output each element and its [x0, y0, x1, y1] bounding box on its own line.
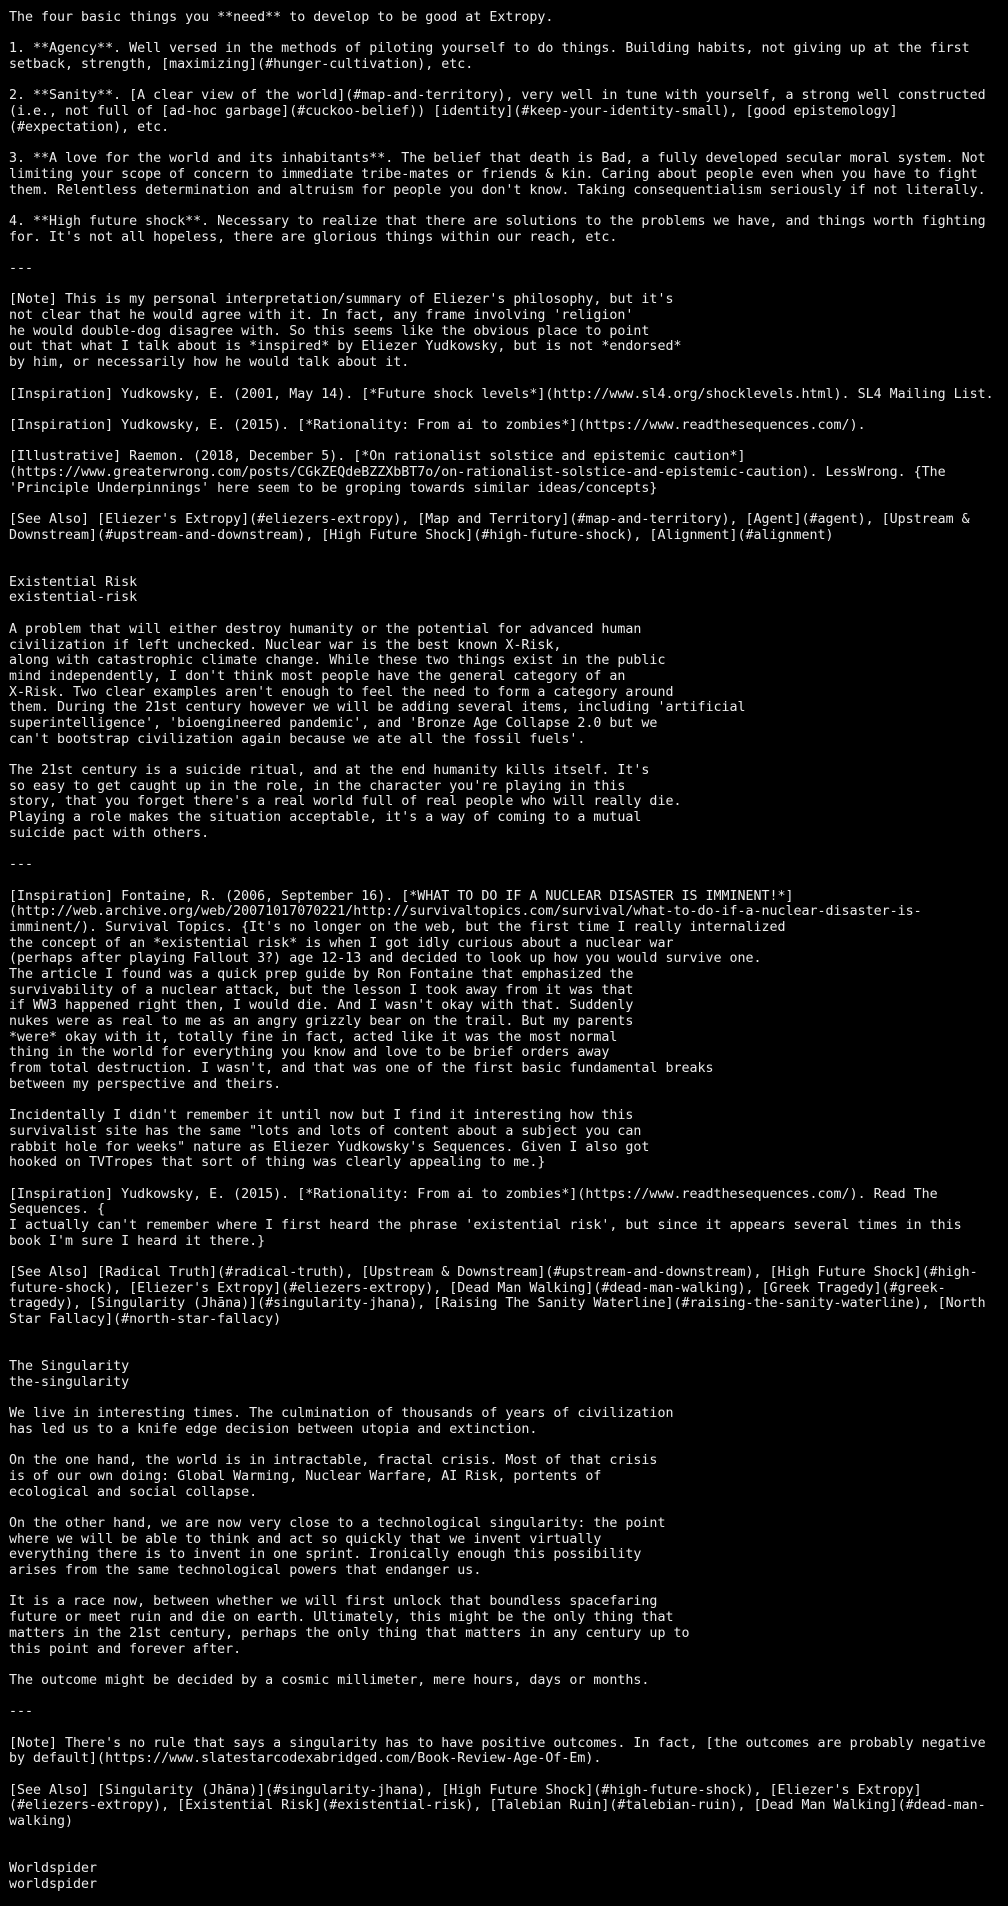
text-line: Star Fallacy](#north-star-fallacy) [9, 1312, 282, 1328]
text-line: It is a race now, between whether we will first unlock that boundless spacefaring [9, 1594, 658, 1610]
text-line: [See Also] [Eliezer's Extropy](#eliezers-extropy), [Map and Territory](#map-and-territory), [Agent](#agent), [Upstream & [9, 512, 970, 527]
text-line: (i.e., not full of [ad-hoc garbage](#cuckoo-belief)) [identity](#keep-your-identity-small), [good epistemology] [9, 104, 898, 120]
blank-line [9, 402, 999, 418]
text-line: so easy to get caught up in the role, in the character you're playing in this [9, 778, 626, 794]
text-line: thing in the world for everything you know and love to be brief orders away [9, 1045, 610, 1061]
text-line: Playing a role makes the situation acceptable, it's a way of coming to a mutual [9, 810, 642, 826]
text-line: this point and forever after. [9, 1641, 242, 1657]
text-line: Incidentally I didn't remember it until now but I find it interesting how this [9, 1108, 634, 1124]
text-line: (http://web.archive.org/web/20071017070221/http://survivaltopics.com/survival/what-to-do-if-a-nuclear-disaster-is- [9, 904, 922, 920]
text-line: nukes were as real to me as an angry grizzly bear on the trail. But my parents [9, 1014, 634, 1029]
text-line: has led us to a knife edge decision between utopia and extinction. [9, 1421, 538, 1437]
text-line: civilization if left unchecked. Nuclear war is the best known X-Risk, [9, 637, 562, 653]
text-line: for. It's not all hopeless, there are glorious things within our reach, etc. [9, 229, 618, 245]
blank-line [9, 198, 999, 214]
blank-line [9, 1171, 999, 1187]
blank-line [9, 1657, 999, 1673]
text-line: can't bootstrap civilization again because we ate all the fossil fuels'. [9, 731, 586, 747]
text-line: [Inspiration] Yudkowsky, E. (2001, May 14). [*Future shock levels*](http://www.sl4.org/shocklevels.html). SL4 Mailing List. [9, 386, 994, 402]
text-line: X-Risk. Two clear examples aren't enough to feel the need to form a category around [9, 684, 674, 700]
blank-line [9, 1830, 999, 1846]
blank-line [9, 73, 999, 89]
text-line: --- [9, 261, 34, 276]
text-line: We live in interesting times. The culmination of thousands of years of civilization [9, 1406, 674, 1422]
text-line: limiting your scope of concern to immediate tribe-mates or friends & kin. Caring about people even when you have to fight [9, 166, 978, 182]
text-line: walking) [9, 1814, 74, 1830]
text-line: rabbit hole for weeks" nature as Eliezer Yudkowsky's Sequences. Given I also got [9, 1139, 650, 1155]
blank-line [9, 1689, 999, 1705]
text-line: where we will be able to think and act so quickly that we invent virtually [9, 1531, 602, 1547]
text-line: 4. **High future shock**. Necessary to realize that there are solutions to the problems we have, and things worth fighting [9, 213, 986, 229]
blank-line [9, 26, 999, 42]
blank-line [9, 606, 999, 622]
text-line: the-singularity [9, 1374, 130, 1390]
text-line: ecological and social collapse. [9, 1484, 258, 1500]
blank-line [9, 1767, 999, 1783]
text-line: Worldspider [9, 1861, 98, 1877]
text-line: [Inspiration] Yudkowsky, E. (2015). [*Rationality: From ai to zombies*](https://www.readthesequences.com/). [9, 417, 866, 433]
blank-line [9, 1720, 999, 1736]
text-line: 3. **A love for the world and its inhabitants**. The belief that death is Bad, a fully developed secular moral system. Not [9, 151, 986, 167]
blank-line [9, 277, 999, 293]
text-line: tragedy), [Singularity (Jhāna)](#singularity-jhana), [Raising The Sanity Waterline](#raising-the-sanity-waterline), [North [9, 1296, 986, 1312]
text-line: Sequences. { [9, 1202, 106, 1218]
text-line: *were* okay with it, totally fine in fact, acted like it was the most normal [9, 1029, 618, 1045]
text-line: Existential Risk [9, 574, 138, 590]
blank-line [9, 1391, 999, 1407]
text-line: Downstream](#upstream-and-downstream), [High Future Shock](#high-future-shock), [Alignment](#alignment) [9, 527, 834, 543]
text-line: The Singularity [9, 1359, 130, 1375]
text-line: he would double-dog disagree with. So this seems like the obvious place to point [9, 323, 650, 339]
blank-line [9, 543, 999, 559]
blank-line [9, 1328, 999, 1344]
text-line: out that what I talk about is *inspired* by Eliezer Yudkowsky, but is not *endorsed* [9, 339, 682, 355]
blank-line [9, 841, 999, 857]
text-line: The outcome might be decided by a cosmic millimeter, mere hours, days or months. [9, 1672, 650, 1688]
blank-line [9, 434, 999, 450]
text-line: suicide pact with others. [9, 825, 210, 841]
text-line: survivability of a nuclear attack, but the lesson I took away from it was that [9, 982, 634, 998]
text-line: (https://www.greaterwrong.com/posts/CGkZEQdeBZZXbBT7o/on-rationalist-solstice-and-epistemic-caution). LessWrong. {The [9, 464, 946, 480]
text-line: The 21st century is a suicide ritual, and at the end humanity kills itself. It's [9, 763, 650, 778]
blank-line [9, 371, 999, 387]
text-line: The article I found was a quick prep guide by Ron Fontaine that emphasized the [9, 966, 634, 982]
text-line: from total destruction. I wasn't, and that was one of the first basic fundamental breaks [9, 1061, 714, 1077]
text-line: them. Relentless determination and altruism for people you don't know. Taking consequentialism seriously if not literally. [9, 182, 986, 198]
text-line: between my perspective and theirs. [9, 1076, 282, 1092]
text-line: arises from the same technological powers that endanger us. [9, 1563, 482, 1579]
text-line: 2. **Sanity**. [A clear view of the world](#map-and-territory), very well in tune with yourself, a strong well constructed [9, 88, 986, 104]
blank-line [9, 1500, 999, 1516]
text-line: [Inspiration] Yudkowsky, E. (2015). [*Rationality: From ai to zombies*](https://www.readthesequences.com/). Read The [9, 1186, 938, 1202]
text-line: On the one hand, the world is in intractable, fractal crisis. Most of that crisis [9, 1453, 658, 1469]
text-line: On the other hand, we are now very close to a technological singularity: the point [9, 1516, 666, 1531]
text-line: not clear that he would agree with it. In fact, any frame involving 'religion' [9, 308, 634, 324]
text-line: [Note] This is my personal interpretation/summary of Eliezer's philosophy, but it's [9, 292, 674, 308]
blank-line [9, 1249, 999, 1265]
text-line: 'Principle Underpinnings' here seem to be groping towards similar ideas/concepts} [9, 480, 658, 496]
text-line: by default](https://www.slatestarcodexabridged.com/Book-Review-Age-Of-Em). [9, 1751, 602, 1767]
text-line: [Inspiration] Fontaine, R. (2006, September 16). [*WHAT TO DO IF A NUCLEAR DISASTER IS IMMINENT!*] [9, 888, 794, 904]
text-line: survivalist site has the same "lots and lots of content about a subject you can [9, 1123, 642, 1139]
text-line: imminent/). Survival Topics. {It's no longer on the web, but the first time I really internalized [9, 919, 786, 935]
blank-line [9, 136, 999, 152]
blank-line [9, 496, 999, 512]
blank-line [9, 1092, 999, 1108]
text-line: is of our own doing: Global Warming, Nuclear Warfare, AI Risk, portents of [9, 1468, 602, 1484]
text-line: hooked on TVTropes that sort of thing was clearly appealing to me.} [9, 1155, 546, 1171]
text-line: [See Also] [Radical Truth](#radical-truth), [Upstream & Downstream](#upstream-and-downstream), [High Future Shock](#high- [9, 1265, 978, 1280]
text-line: [See Also] [Singularity (Jhāna)](#singularity-jhana), [High Future Shock](#high-future-shock), [Eliezer's Extropy] [9, 1782, 922, 1798]
text-line: existential-risk [9, 590, 138, 606]
blank-line [9, 1845, 999, 1861]
text-line: setback, strength, [maximizing](#hunger-cultivation), etc. [9, 57, 474, 73]
text-line: mind independently, I don't think most people have the general category of an [9, 668, 626, 684]
blank-line [9, 873, 999, 889]
text-line: (#expectation), etc. [9, 119, 170, 135]
text-line: [Illustrative] Raemon. (2018, December 5). [*On rationalist solstice and epistemic caution*] [9, 449, 746, 465]
blank-line [9, 1343, 999, 1359]
text-line: future or meet ruin and die on earth. Ultimately, this might be the only thing that [9, 1610, 674, 1626]
text-line: superintelligence', 'bioengineered pandemic', and 'Bronze Age Collapse 2.0 but we [9, 715, 658, 731]
text-line: worldspider [9, 1876, 98, 1892]
text-line: book I'm sure I heard it there.} [9, 1233, 266, 1249]
text-line: them. During the 21st century however we will be adding several items, including 'artificial [9, 700, 746, 716]
blank-line [9, 1438, 999, 1454]
text-line: (perhaps after playing Fallout 3?) age 12-13 and decided to look up how you would survive one. [9, 951, 762, 967]
text-line: if WW3 happened right then, I would die. And I wasn't okay with that. Suddenly [9, 998, 634, 1014]
text-line: the concept of an *existential risk* is when I got idly curious about a nuclear war [9, 935, 674, 951]
blank-line [9, 559, 999, 575]
text-line: The four basic things you **need** to develop to be good at Extropy. [9, 10, 554, 25]
blank-line [9, 747, 999, 763]
text-line: everything there is to invent in one sprint. Ironically enough this possibility [9, 1547, 642, 1563]
text-line: story, that you forget there's a real world full of real people who will really die. [9, 794, 682, 810]
text-line: by him, or necessarily how he would talk about it. [9, 355, 410, 371]
text-line: --- [9, 1704, 34, 1720]
text-line: matters in the 21st century, perhaps the only thing that matters in any century up to [9, 1625, 690, 1641]
blank-line [9, 1579, 999, 1595]
text-line: A problem that will either destroy humanity or the potential for advanced human [9, 621, 642, 637]
blank-line [9, 245, 999, 261]
text-line: --- [9, 857, 34, 873]
text-line: I actually can't remember where I first heard the phrase 'existential risk', but since it appears several times in this [9, 1217, 962, 1233]
text-line: (#eliezers-extropy), [Existential Risk](#existential-risk), [Talebian Ruin](#talebian-ruin), [Dead Man Walking](#dead-man- [9, 1798, 986, 1814]
text-line: future-shock), [Eliezer's Extropy](#eliezers-extropy), [Dead Man Walking](#dead-man-walking), [Greek Tragedy](#greek- [9, 1280, 946, 1296]
text-line: [Note] There's no rule that says a singularity has to have positive outcomes. In fact, [the outcomes are probably negative [9, 1735, 986, 1751]
text-line: along with catastrophic climate change. While these two things exist in the public [9, 653, 666, 669]
text-line: 1. **Agency**. Well versed in the methods of piloting yourself to do things. Building habits, not giving up at the first [9, 41, 970, 57]
